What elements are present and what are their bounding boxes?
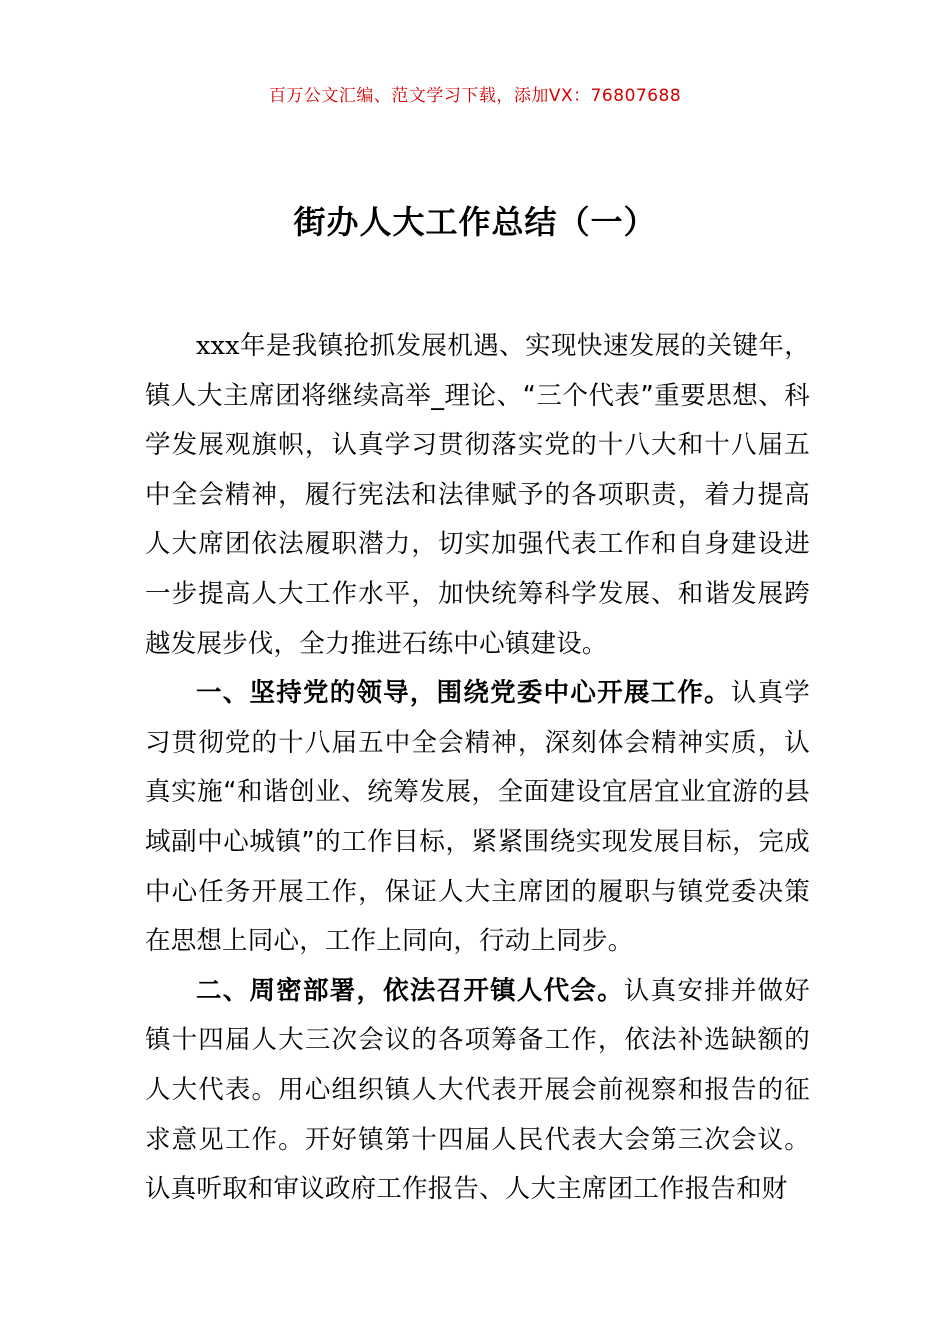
paragraph-section-1 (145, 669, 810, 967)
header-note: 百万公文汇编、范文学习下载，添加VX：76807688 (268, 86, 682, 106)
document-body (145, 322, 810, 1215)
document-title: 街办人大工作总结（一） (293, 203, 657, 241)
paragraph-section-2 (145, 967, 810, 1215)
section-1-heading: 一、坚持党的领导，围绕党委中心开展工作。 (196, 678, 731, 709)
section-2-text: 认真安排并做好镇十四届人大三次会议的各项筹备工作，依法补选缺额的人大代表。用心组织镇人大代表开展会前视察和报告的征求意见工作。开好镇第十四届人民代表大会第三次会议。认真听取和审议政府工作报告、人大主席团工作报告和财 (145, 975, 811, 1205)
section-1-text: 认真学习贯彻党的十八届五中全会精神，深刻体会精神实质，认真实施“和谐创业、统筹发展，全面建设宜居宜业宜游的县域副中心城镇”的工作目标，紧紧围绕实现发展目标，完成中心任务开展工作，保证人大主席团的履职与镇党委决策在思想上同心，工作上同向，行动上同步。 (145, 678, 810, 957)
paragraph-intro-prefix: xxx (196, 331, 240, 361)
paragraph-intro (145, 322, 810, 669)
section-2-heading: 二、周密部署，依法召开镇人代会。 (196, 975, 624, 1006)
paragraph-intro-text: 年是我镇抢抓发展机遇、实现快速发展的关键年，镇人大主席团将继续高举_理论、“三个代表”重要思想、科学发展观旗帜，认真学习贯彻落实党的十八大和十八届五中全会精神，履行宪法和法律赋予的各项职责，着力提高人大席团依法履职潜力，切实加强代表工作和自身建设进一步提高人大工作水平，加快统筹科学发展、和谐发展跨越发展步伐，全力推进石练中心镇建设。 (145, 331, 810, 659)
